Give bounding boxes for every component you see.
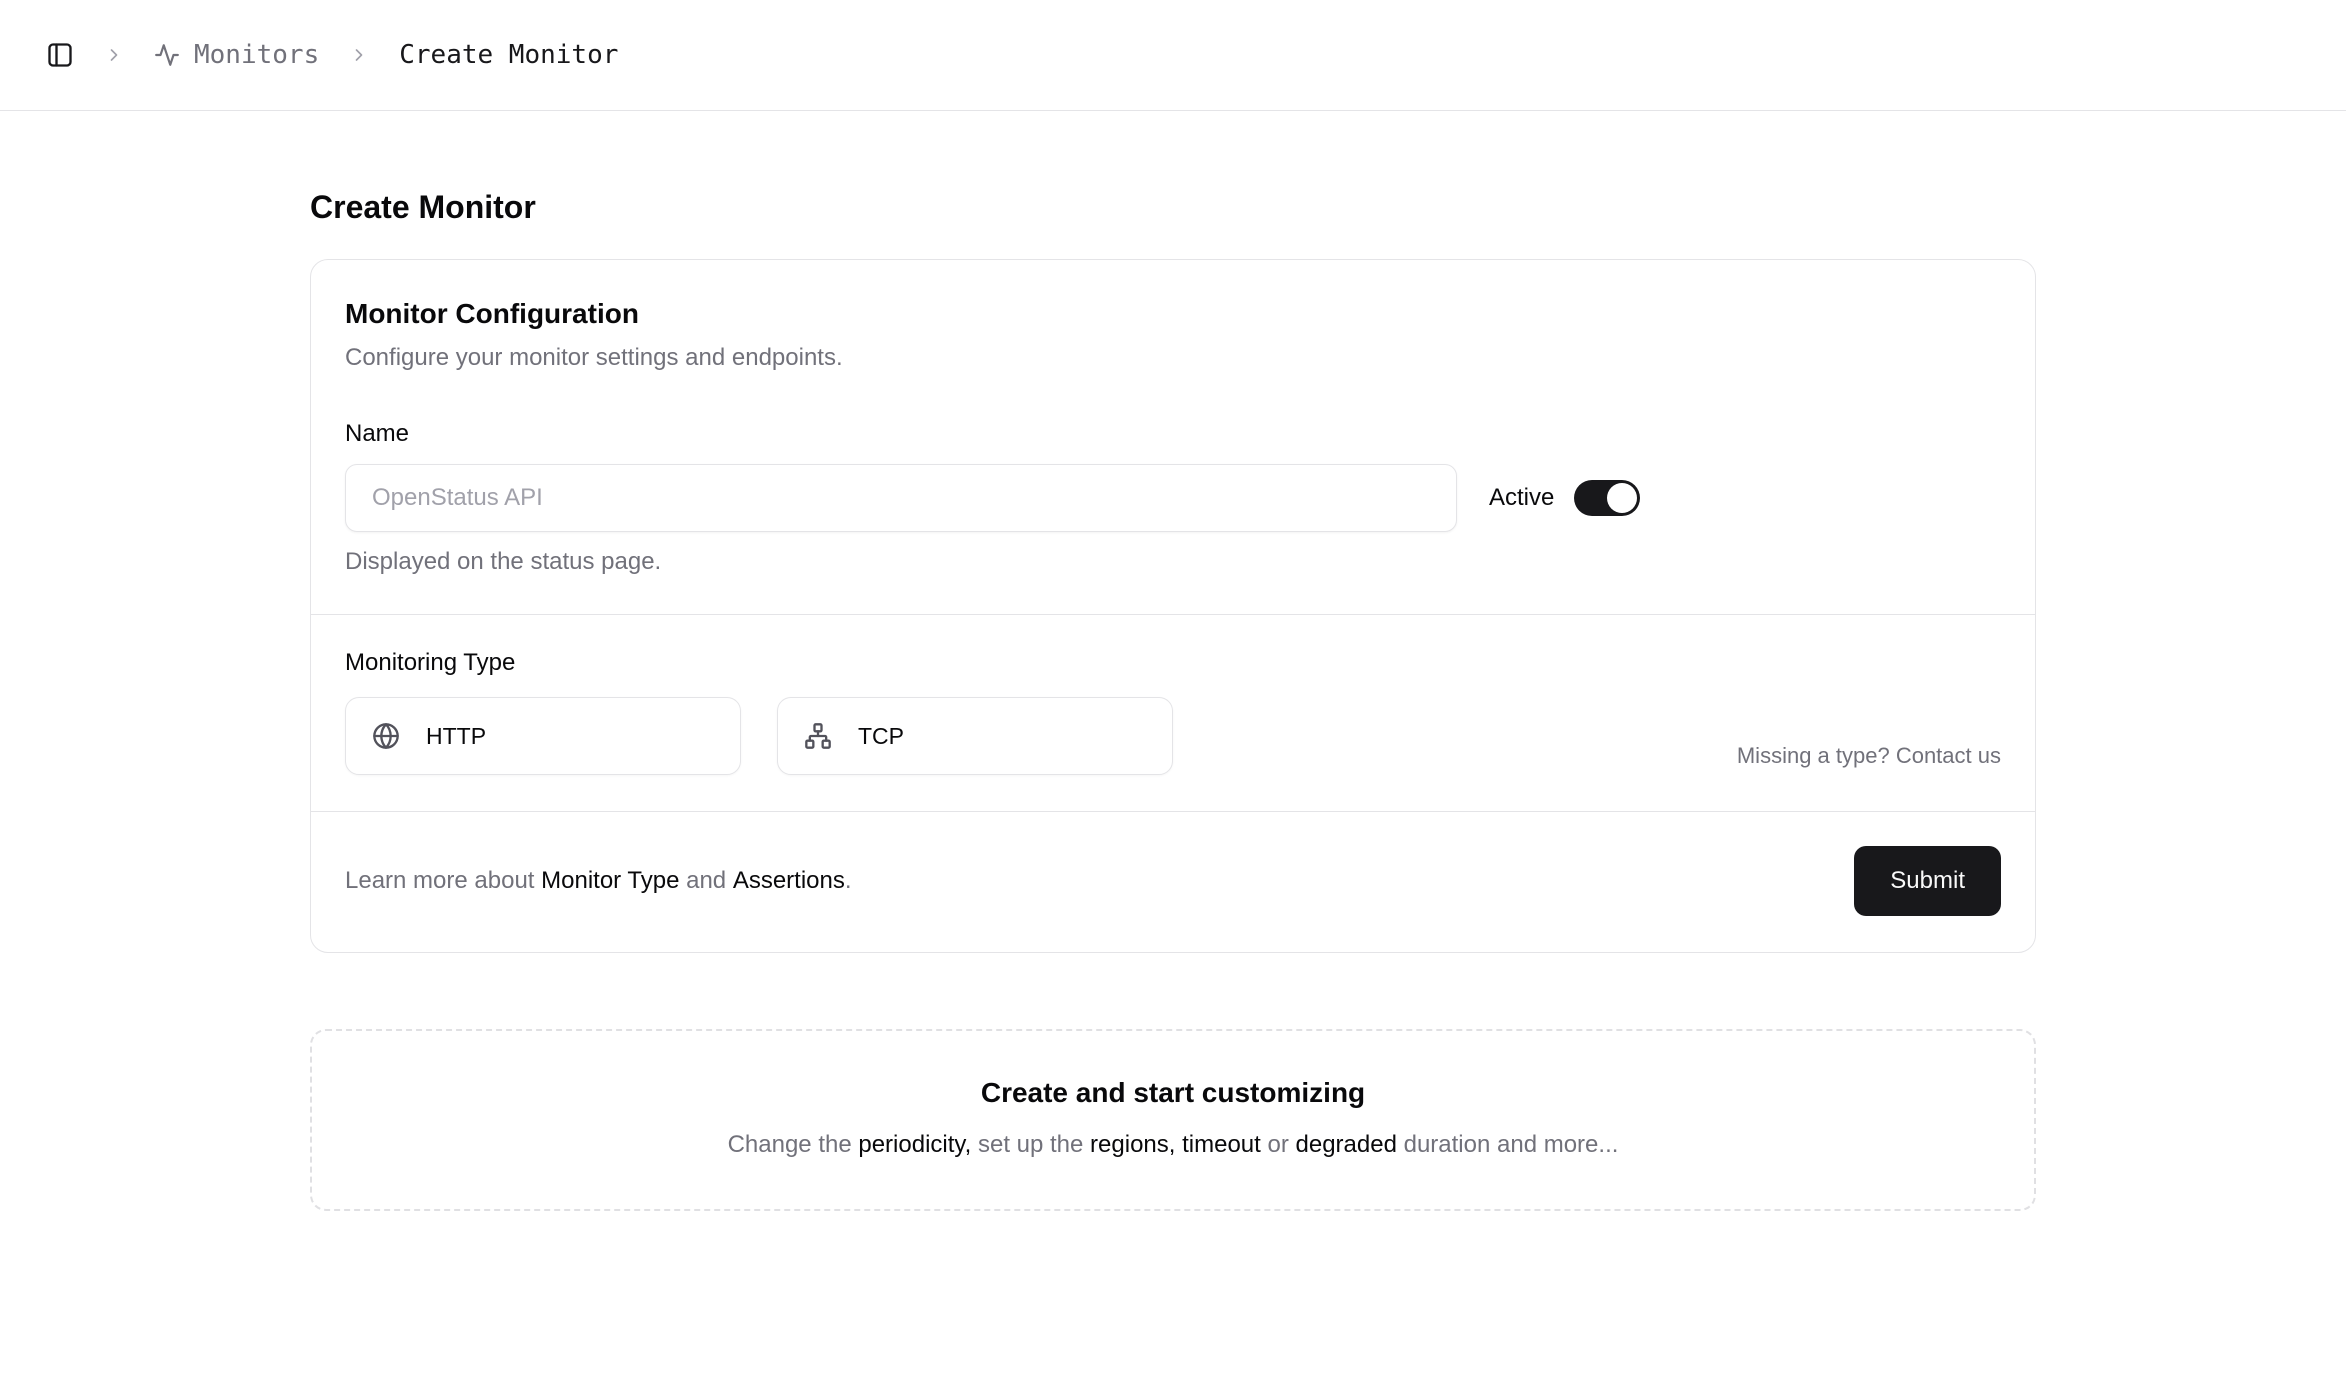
cta-panel: [310, 1029, 2036, 1211]
footer-learn-more-text: [345, 867, 852, 895]
monitoring-type-tcp-button[interactable]: [777, 697, 1173, 775]
chevron-right-icon: [349, 45, 369, 65]
chevron-right-icon: [104, 45, 124, 65]
submit-button[interactable]: Submit: [1854, 846, 2001, 916]
name-helper-text: Displayed on the status page.: [345, 548, 662, 576]
cta-text-segment: Change the: [727, 1130, 859, 1158]
monitoring-type-section: [311, 615, 2035, 811]
monitoring-type-label: Monitoring Type: [345, 649, 516, 677]
card-header: [311, 260, 2035, 615]
breadcrumb-item-monitors[interactable]: [154, 40, 319, 70]
active-label: Active: [1489, 484, 1555, 512]
globe-icon: [372, 722, 400, 750]
assertions-link[interactable]: Assertions: [732, 867, 845, 895]
name-label: Name: [345, 420, 410, 448]
cta-description: [352, 1128, 1994, 1162]
monitoring-type-http-button[interactable]: [345, 697, 741, 775]
cta-emphasis-degraded: degraded: [1295, 1130, 1397, 1158]
active-toggle-group: [1489, 480, 1640, 516]
breadcrumb-item-label: Create Monitor: [399, 40, 619, 70]
monitoring-type-tcp-label: TCP: [858, 722, 904, 749]
active-switch[interactable]: [1574, 480, 1640, 516]
cta-title: Create and start customizing: [980, 1077, 1366, 1109]
main-content: [310, 187, 2036, 1211]
monitoring-type-options-block: [345, 649, 1173, 775]
panel-left-icon: [46, 41, 74, 69]
monitor-type-link[interactable]: Monitor Type: [541, 867, 680, 895]
breadcrumb: [154, 40, 618, 70]
activity-icon: [154, 42, 180, 68]
cta-text-segment: set up the: [971, 1130, 1091, 1158]
page-title: Create Monitor: [310, 189, 536, 225]
breadcrumb-item-label: Monitors: [194, 40, 320, 70]
monitor-configuration-card: [310, 259, 2036, 954]
breadcrumb-item-create-monitor: [399, 40, 618, 70]
monitoring-type-http-label: HTTP: [426, 722, 487, 749]
footer-text-segment: Learn more about: [345, 867, 542, 895]
card-title: Monitor Configuration: [345, 297, 639, 329]
cta-text-segment: or: [1260, 1130, 1296, 1158]
breadcrumb-bar: [0, 0, 2346, 111]
name-input[interactable]: [345, 464, 1457, 532]
cta-text-segment: duration and more...: [1396, 1130, 1619, 1158]
cta-emphasis-periodicity: periodicity,: [858, 1130, 972, 1158]
monitoring-type-options: [345, 697, 1173, 775]
switch-thumb: [1607, 483, 1637, 513]
sidebar-toggle-button[interactable]: [46, 41, 74, 69]
card-footer: [311, 812, 2035, 952]
missing-type-hint[interactable]: Missing a type? Contact us: [1736, 743, 2001, 769]
name-field-block: [345, 420, 2001, 614]
card-description: Configure your monitor settings and endpoints.: [345, 343, 843, 371]
footer-text-segment: and: [679, 867, 733, 895]
name-input-row: [345, 464, 2001, 532]
network-icon: [804, 722, 832, 750]
cta-emphasis-timeout: timeout: [1182, 1130, 1261, 1158]
footer-text-segment: .: [844, 867, 852, 895]
cta-emphasis-regions: regions,: [1090, 1130, 1176, 1158]
